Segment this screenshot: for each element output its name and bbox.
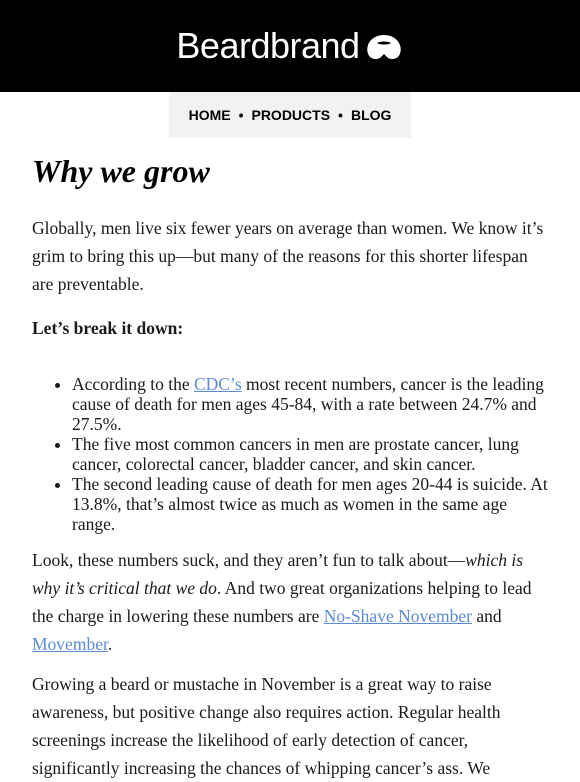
nav-separator: •: [238, 107, 244, 123]
movember-link[interactable]: Movember: [32, 634, 108, 655]
stats-list: [32, 374, 548, 534]
no-shave-november-link[interactable]: No-Shave November: [323, 606, 472, 627]
header: [0, 0, 580, 92]
nav-separator: •: [338, 107, 343, 123]
brand-name: Beardbrand: [176, 25, 360, 66]
paragraph-text: Look, these numbers suck, and they aren’t fun to talk about—: [32, 550, 466, 571]
nav-item-products[interactable]: PRODUCTS: [251, 107, 331, 123]
article-title: Why we grow: [32, 153, 210, 189]
paragraph-text: and: [471, 606, 502, 627]
brand-logo[interactable]: [176, 25, 403, 66]
cdc-link[interactable]: CDC’s: [193, 374, 242, 395]
nav-item-blog[interactable]: BLOG: [350, 107, 392, 123]
main-nav: [169, 92, 411, 138]
body-paragraph: Growing a beard or mustache in November is a great way to raise awareness, but positive change also requires action. Regular health screenings increase the likelihood of early detection of cancer, significantly increasing the chances of whipping cancer’s ass. We: [32, 674, 501, 779]
bullet-text: most recent numbers, cancer is the leading cause of death for men ages 45-84, with a rate between 24.7% and 27.5%.: [72, 374, 544, 435]
nav-item-home[interactable]: HOME: [188, 107, 231, 123]
mustache-icon: [364, 31, 404, 61]
paragraph-text: .: [107, 634, 113, 655]
list-item: • The five most common cancers in men are prostate cancer, lung cancer, colorectal cancer, bladder cancer, and skin cancer.: [72, 434, 548, 474]
body-paragraph: [32, 546, 548, 658]
list-item: • The second leading cause of death for men ages 20-44 is suicide. At 13.8%, that’s almost twice as much as women in the same age range.: [72, 474, 548, 534]
section-subhead: Let’s break it down:: [32, 318, 184, 339]
list-item: [72, 374, 548, 434]
article-body: [0, 152, 580, 782]
emphasis-text: which is why it’s critical that we do: [32, 550, 524, 599]
intro-paragraph: Globally, men live six fewer years on average than women. We know it’s grim to bring this up—but many of the reasons for this shorter lifespan are preventable.: [32, 218, 544, 295]
bullet-text: According to the: [72, 374, 194, 395]
paragraph-text: . And two great organizations helping to lead the charge in lowering these numbers are: [32, 578, 532, 627]
